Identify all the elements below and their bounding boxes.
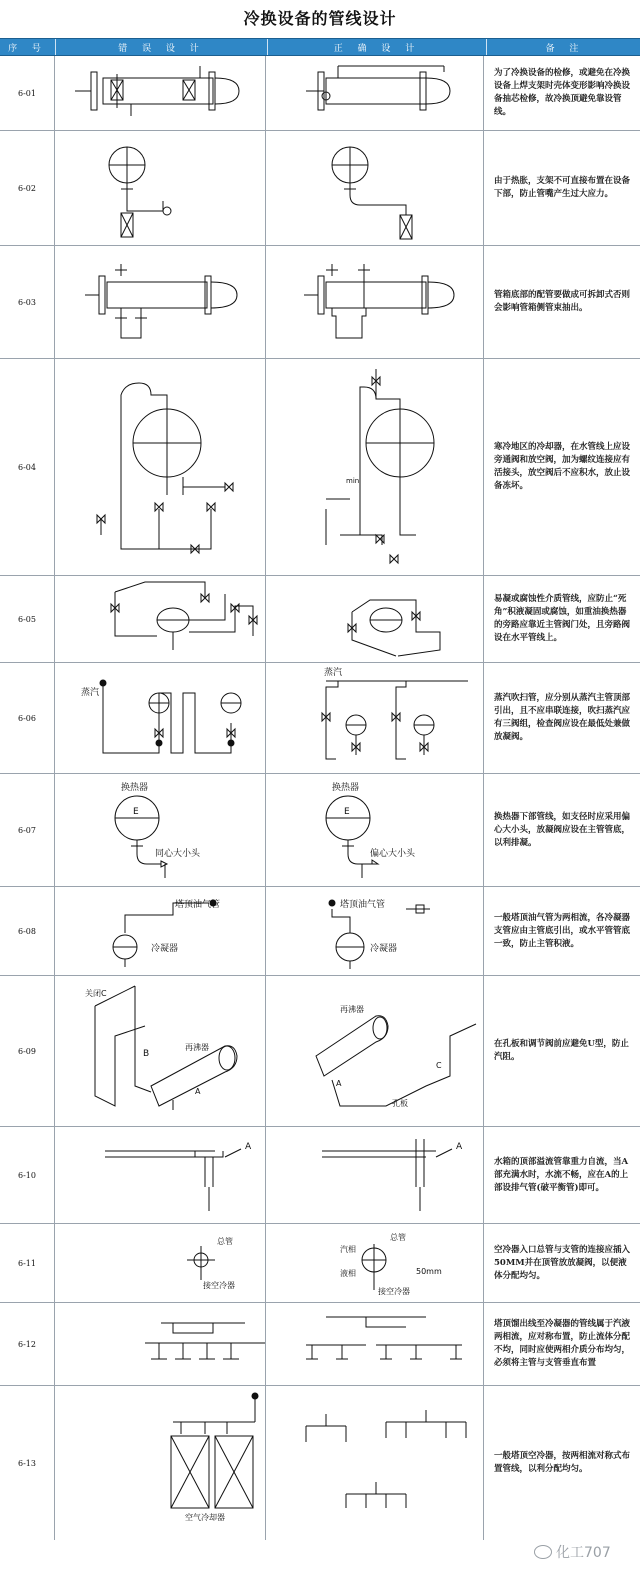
a-label: A xyxy=(195,1087,201,1096)
table-row xyxy=(0,576,640,663)
b-label: B xyxy=(143,1049,150,1059)
main-pipe-label: 总管 xyxy=(217,1237,233,1246)
right-drawing xyxy=(266,131,484,245)
steam-label: 蒸汽 xyxy=(81,688,100,698)
note-text: 为了冷换设备的检修，或避免在冷换设备上焊支架时壳体变形影响冷换设备抽芯检修，故冷换顶避免靠设管线。 xyxy=(494,68,631,117)
row-number: 6-13 xyxy=(0,1386,55,1540)
reboiler-label: 再沸器 xyxy=(340,1005,364,1014)
row-number: 6-05 xyxy=(0,576,55,662)
to-air-cooler-label: 接空冷器 xyxy=(203,1281,235,1290)
table-row xyxy=(0,246,640,359)
row-number: 6-04 xyxy=(0,359,55,575)
liquid-phase-label: 液相 xyxy=(340,1269,356,1278)
table-row xyxy=(0,1303,640,1386)
header-note: 备 注 xyxy=(545,43,585,54)
row-number: 6-11 xyxy=(0,1224,55,1302)
wrong-drawing xyxy=(55,131,266,245)
right-drawing xyxy=(266,887,484,975)
table-row xyxy=(0,1127,640,1224)
wrong-drawing xyxy=(55,887,266,975)
row-number: 6-03 xyxy=(0,246,55,358)
wrong-drawing xyxy=(55,1127,266,1223)
right-drawing xyxy=(266,1127,484,1223)
table-row xyxy=(0,359,640,576)
to-air-cooler-label: 接空冷器 xyxy=(378,1287,410,1296)
air-cooler-label: 空气冷却器 xyxy=(185,1513,225,1522)
row-number: 6-01 xyxy=(0,56,55,130)
e-label: E xyxy=(133,807,139,817)
row-number: 6-08 xyxy=(0,887,55,975)
page-title: 冷换设备的管线设计 xyxy=(243,9,397,28)
row-number: 6-12 xyxy=(0,1303,55,1385)
wrong-drawing xyxy=(55,976,266,1126)
condenser-label: 冷凝器 xyxy=(151,944,179,954)
right-drawing xyxy=(266,246,484,358)
note-text: 水箱的顶部溢流管靠重力自流，当A部充满水时，水流不畅，应在A的上部设排气管(破平衡管)即可。 xyxy=(494,1156,629,1193)
table-row xyxy=(0,56,640,131)
note-text: 由于热胀，支架不可直接布置在设备下部，防止管嘴产生过大应力。 xyxy=(494,176,631,199)
table-row xyxy=(0,774,640,887)
note-text: 管箱底部的配管要做成可拆卸式否则会影响管箱侧管束抽出。 xyxy=(494,290,631,313)
reducer-label: 偏心大小头 xyxy=(370,849,416,859)
wrong-drawing xyxy=(55,576,266,662)
right-drawing xyxy=(266,56,484,130)
c-label: C xyxy=(436,1061,442,1070)
wrong-drawing xyxy=(55,359,266,575)
table-row xyxy=(0,976,640,1127)
a-label: A xyxy=(245,1142,252,1152)
header-right: 正 确 设 计 xyxy=(268,39,487,55)
note-text: 蒸汽吹扫管，应分别从蒸汽主管顶部引出，且不应串联连接，吹扫蒸汽应有三阀组，检查阀应设在最低处兼做放凝阀。 xyxy=(494,693,631,742)
chat-bubble-icon xyxy=(534,1545,552,1559)
valve-c-label: 关闭C xyxy=(85,989,107,998)
reducer-label: 同心大小头 xyxy=(155,849,201,859)
row-number: 6-09 xyxy=(0,976,55,1126)
note-text: 一般塔顶油气管为两相流，各冷凝器支管应由主管底引出，或水平管管底一致，防止主管积液。 xyxy=(494,912,631,949)
note-text: 换热器下部管线，如支径时应采用偏心大小头，放凝阀应设在主管管底，以利排凝。 xyxy=(494,811,631,848)
table-row xyxy=(0,1386,640,1540)
watermark xyxy=(534,1542,611,1562)
table-row xyxy=(0,1224,640,1303)
tower-gas-label: 塔顶油气管 xyxy=(340,900,386,910)
table-row xyxy=(0,663,640,774)
reboiler-label: 再沸器 xyxy=(185,1043,209,1052)
orifice-label: 孔板 xyxy=(392,1099,408,1108)
condenser-label: 冷凝器 xyxy=(370,944,398,954)
wrong-drawing xyxy=(55,56,266,130)
design-table xyxy=(0,38,640,1540)
a-label: A xyxy=(456,1142,463,1152)
row-number: 6-02 xyxy=(0,131,55,245)
right-drawing xyxy=(266,576,484,662)
a-label: A xyxy=(336,1079,342,1088)
tower-gas-label: 塔顶油气管 xyxy=(175,900,221,910)
wrong-drawing xyxy=(55,1303,266,1385)
row-number: 6-06 xyxy=(0,663,55,773)
wrong-drawing xyxy=(55,774,266,886)
right-drawing xyxy=(266,1224,484,1302)
table-header xyxy=(0,38,640,56)
row-number: 6-10 xyxy=(0,1127,55,1223)
note-text: 在孔板和调节阀前应避免U型，防止汽阻。 xyxy=(494,1039,629,1062)
row-number: 6-07 xyxy=(0,774,55,886)
exchanger-label: 换热器 xyxy=(332,783,360,793)
dim-label: 50mm xyxy=(416,1267,442,1276)
table-row xyxy=(0,131,640,246)
note-text: 塔顶馏出线至冷凝器的管线属于汽液两相流，应对称布置，防止流体分配不均，同时应使两相介质分布均匀，必须将主管与支管垂直布置 xyxy=(494,1319,631,1368)
exchanger-label: 换热器 xyxy=(121,783,149,793)
wrong-drawing xyxy=(55,1224,266,1302)
table-row xyxy=(0,887,640,976)
wrong-drawing xyxy=(55,1386,266,1540)
gas-phase-label: 汽相 xyxy=(340,1245,356,1254)
right-drawing xyxy=(266,976,484,1126)
main-pipe-label: 总管 xyxy=(390,1233,406,1242)
note-text: 一般塔顶空冷器，按两相流对称式布置管线，以利分配均匀。 xyxy=(494,1451,631,1474)
right-drawing xyxy=(266,1386,484,1540)
note-text: 寒冷地区的冷却器，在水管线上应设旁通阀和放空阀，加为螺纹连接应有活接头，放空阀后不应积水，放止设备冻坏。 xyxy=(494,442,631,491)
right-drawing xyxy=(266,774,484,886)
min-label: min xyxy=(346,477,360,485)
wrong-drawing xyxy=(55,246,266,358)
right-drawing xyxy=(266,663,484,773)
watermark-text: 化工707 xyxy=(556,1545,611,1561)
note-text: 空冷器入口总管与支管的连接应插入50MM并在顶管放放凝阀，以便液体分配均匀。 xyxy=(494,1244,631,1281)
steam-label: 蒸汽 xyxy=(324,668,343,678)
note-text: 易凝或腐蚀性介质管线，应防止“死角”积液凝固或腐蚀，如重油换热器的旁路应靠近主管阀门处，且旁路阀设在水平管线上。 xyxy=(494,594,631,643)
right-drawing xyxy=(266,359,484,575)
header-wrong: 错 误 设 计 xyxy=(56,39,268,55)
right-drawing xyxy=(266,1303,484,1385)
wrong-drawing xyxy=(55,663,266,773)
header-no: 序 号 xyxy=(0,39,56,55)
e-label: E xyxy=(344,807,350,817)
